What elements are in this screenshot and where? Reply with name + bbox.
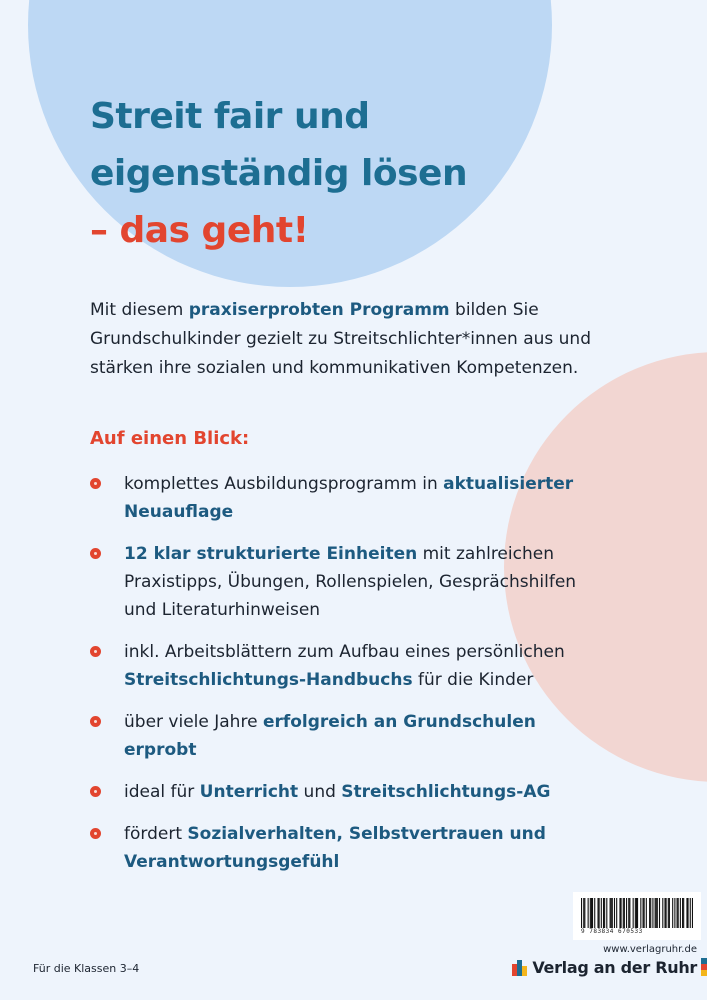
barcode-bar (628, 898, 629, 928)
barcode-bar (581, 898, 582, 928)
barcode-bars (581, 898, 693, 928)
barcode-bar (616, 898, 617, 928)
red-ring-bullet-icon (90, 646, 101, 657)
barcode-bar (592, 898, 593, 928)
bullet-bold: Unterricht (199, 782, 299, 802)
barcode-bar (666, 898, 667, 928)
list-item (90, 820, 610, 876)
barcode-bar (683, 898, 684, 928)
barcode-bar (612, 898, 613, 928)
publisher-brand (512, 958, 697, 977)
red-ring-bullet-icon (90, 828, 101, 839)
grade-label: Für die Klassen 3–4 (33, 962, 140, 975)
barcode-bar (646, 898, 647, 928)
barcode-bar (649, 898, 650, 928)
barcode-bar (659, 898, 660, 928)
bullet-bold: Sozialverhalten, Selbstvertrauen und Verantwortungsgefühl (124, 824, 546, 872)
barcode-bar (688, 898, 689, 928)
red-ring-bullet-icon (90, 716, 101, 727)
headline (90, 88, 467, 259)
barcode-bar (640, 898, 641, 928)
barcode-bar (664, 898, 665, 928)
barcode-bar (621, 898, 622, 928)
intro-bold: praxiserprobten Programm (188, 300, 450, 320)
barcode-bar (597, 898, 598, 928)
barcode-bar (629, 898, 630, 928)
list-item (90, 470, 610, 526)
barcode-bar (686, 898, 687, 928)
red-ring-bullet-icon (90, 548, 101, 559)
barcode-bar (583, 898, 584, 928)
headline-line-2: eigenständig lösen (90, 153, 468, 194)
intro-after: bilden Sie Grundschulkinder gezielt zu Streitschlichter*innen aus und stärken ihre sozialen und kommunikativen Kompetenzen. (90, 300, 591, 378)
barcode-bar (690, 898, 691, 928)
barcode-bar (635, 898, 636, 928)
red-ring-bullet-icon (90, 786, 101, 797)
barcode-bar (623, 898, 624, 928)
barcode-bar (611, 898, 612, 928)
list-item (90, 638, 610, 694)
bullet-post: für die Kinder (412, 670, 534, 690)
red-ring-bullet-icon (90, 478, 101, 489)
barcode-bar (591, 898, 592, 928)
barcode-bar (599, 898, 600, 928)
barcode-bar (624, 898, 625, 928)
bullet-pre: ideal für (124, 782, 200, 802)
intro-paragraph (90, 296, 630, 383)
bullet-post: und (298, 782, 342, 802)
list-item (90, 540, 610, 624)
bullet-bold: aktualisierter Neuauflage (124, 474, 574, 522)
barcode-bar (633, 898, 634, 928)
barcode-bar (603, 898, 604, 928)
book-stack-logo-icon (512, 960, 528, 976)
barcode-bar (601, 898, 602, 928)
barcode-bar (678, 898, 679, 928)
barcode-bar (642, 898, 643, 928)
barcode-bar (588, 898, 589, 928)
barcode-bar (680, 898, 681, 928)
list-item (90, 778, 610, 806)
barcode (573, 892, 701, 940)
barcode-bar (636, 898, 637, 928)
barcode-bar (610, 898, 611, 928)
barcode-bar (606, 898, 607, 928)
bullet-bold-2: Streitschlichtungs-AG (341, 782, 551, 802)
intro-before: Mit diesem (90, 300, 189, 320)
barcode-bar (662, 898, 663, 928)
color-stripe (701, 958, 707, 976)
bullet-pre: inkl. Arbeitsblättern zum Aufbau eines persönlichen (124, 642, 565, 662)
bullet-bold: erfolgreich an Grundschulen erprobt (124, 712, 536, 760)
barcode-bar (657, 898, 658, 928)
bullet-pre: über viele Jahre (124, 712, 263, 732)
barcode-bar (669, 898, 670, 928)
barcode-bar (650, 898, 651, 928)
barcode-bar (584, 898, 585, 928)
bullet-bold: Streitschlichtungs-Handbuchs (124, 670, 413, 690)
bullet-pre: fördert (124, 824, 188, 844)
barcode-bar (626, 898, 627, 928)
headline-line-1: Streit fair und (90, 96, 370, 137)
barcode-bar (674, 898, 675, 928)
barcode-bar (644, 898, 645, 928)
barcode-bar (682, 898, 683, 928)
feature-list (90, 470, 610, 890)
barcode-bar (652, 898, 653, 928)
barcode-bar (677, 898, 678, 928)
bullet-pre: komplettes Ausbildungsprogramm in (124, 474, 444, 494)
isbn-digits: 9 783834 670533 (581, 928, 643, 935)
barcode-bar (619, 898, 620, 928)
barcode-bar (656, 898, 657, 928)
barcode-bar (672, 898, 673, 928)
bullet-post: mit zahlreichen Praxistipps, Übungen, Rollenspielen, Gesprächshilfen und Literaturhinweisen (124, 544, 577, 620)
publisher-website: www.verlagruhr.de (603, 944, 697, 955)
bullet-bold: 12 klar strukturierte Einheiten (124, 544, 418, 564)
barcode-bar (692, 898, 693, 928)
barcode-bar (668, 898, 669, 928)
barcode-bar (604, 898, 605, 928)
barcode-bar (594, 898, 595, 928)
list-item (90, 708, 610, 764)
barcode-bar (637, 898, 638, 928)
barcode-bar (655, 898, 656, 928)
barcode-bar (614, 898, 615, 928)
publisher-name: Verlag an der Ruhr (532, 958, 697, 977)
headline-line-3: – das geht! (90, 210, 309, 251)
blick-heading: Auf einen Blick: (90, 428, 250, 449)
barcode-bar (590, 898, 591, 928)
